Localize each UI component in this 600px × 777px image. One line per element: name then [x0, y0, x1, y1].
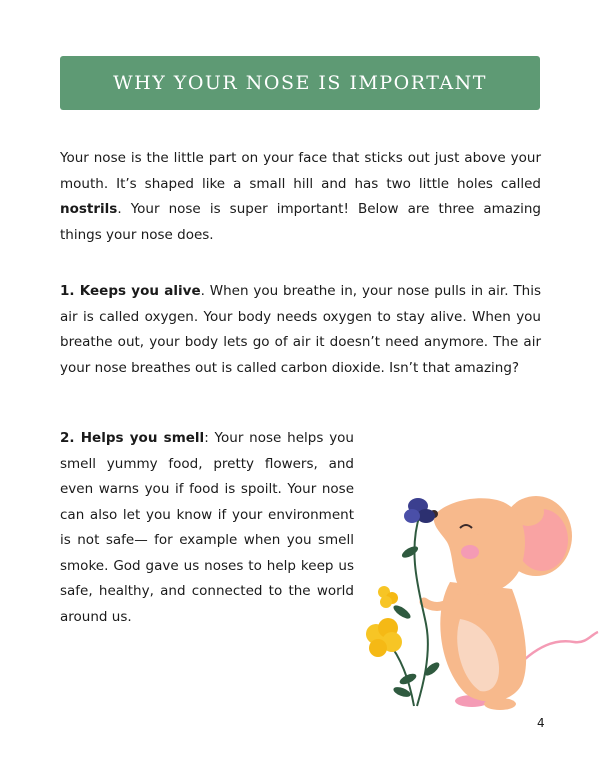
yellow-flower-large-icon [366, 618, 402, 657]
blue-flower-icon [404, 498, 435, 523]
intro-text-start: Your nose is the little part on your face that sticks out just above your mouth. It’s shaped like a small hill and has two little holes called [60, 150, 541, 192]
yellow-flower-small-icon [378, 586, 398, 608]
leaf-icon [400, 544, 420, 560]
point-2-title: 2. Helps you smell [60, 430, 205, 446]
mouse-head [434, 498, 525, 594]
point-1-text: . When you breathe in, your nose pulls in air. This air is called oxygen. Your body needs oxygen to stay alive. When you breathe out, your body lets go of air it doesn’t need anymore. The air your nose breathes out is called carbon dioxide. Isn’t that amazing? [60, 283, 541, 376]
intro-bold-term: nostrils [60, 201, 118, 217]
intro-paragraph [60, 146, 541, 248]
intro-text-end: . Your nose is super important! Below are three amazing things your nose does. [60, 201, 541, 243]
mouse-cheek [461, 545, 479, 559]
page-title: WHY YOUR NOSE IS IMPORTANT [113, 72, 487, 94]
point-2-text: : Your nose helps you smell yummy food, pretty flowers, and even warns you if food is spoilt. Your nose can also let you know if your environment is not safe— for example when you smell smoke. God gave us noses to help keep us safe, healthy, and connected to the world around us. [60, 430, 354, 625]
page-number: 4 [537, 716, 545, 730]
flower-stem-blue [414, 514, 427, 706]
point-2-paragraph [60, 426, 354, 630]
mouse-smelling-flower-illustration [362, 494, 600, 714]
title-banner [60, 56, 540, 110]
leaf-icon [392, 603, 413, 621]
point-1-paragraph [60, 279, 541, 381]
mouse-arm [424, 602, 450, 607]
point-1-title: 1. Keeps you alive [60, 283, 201, 299]
